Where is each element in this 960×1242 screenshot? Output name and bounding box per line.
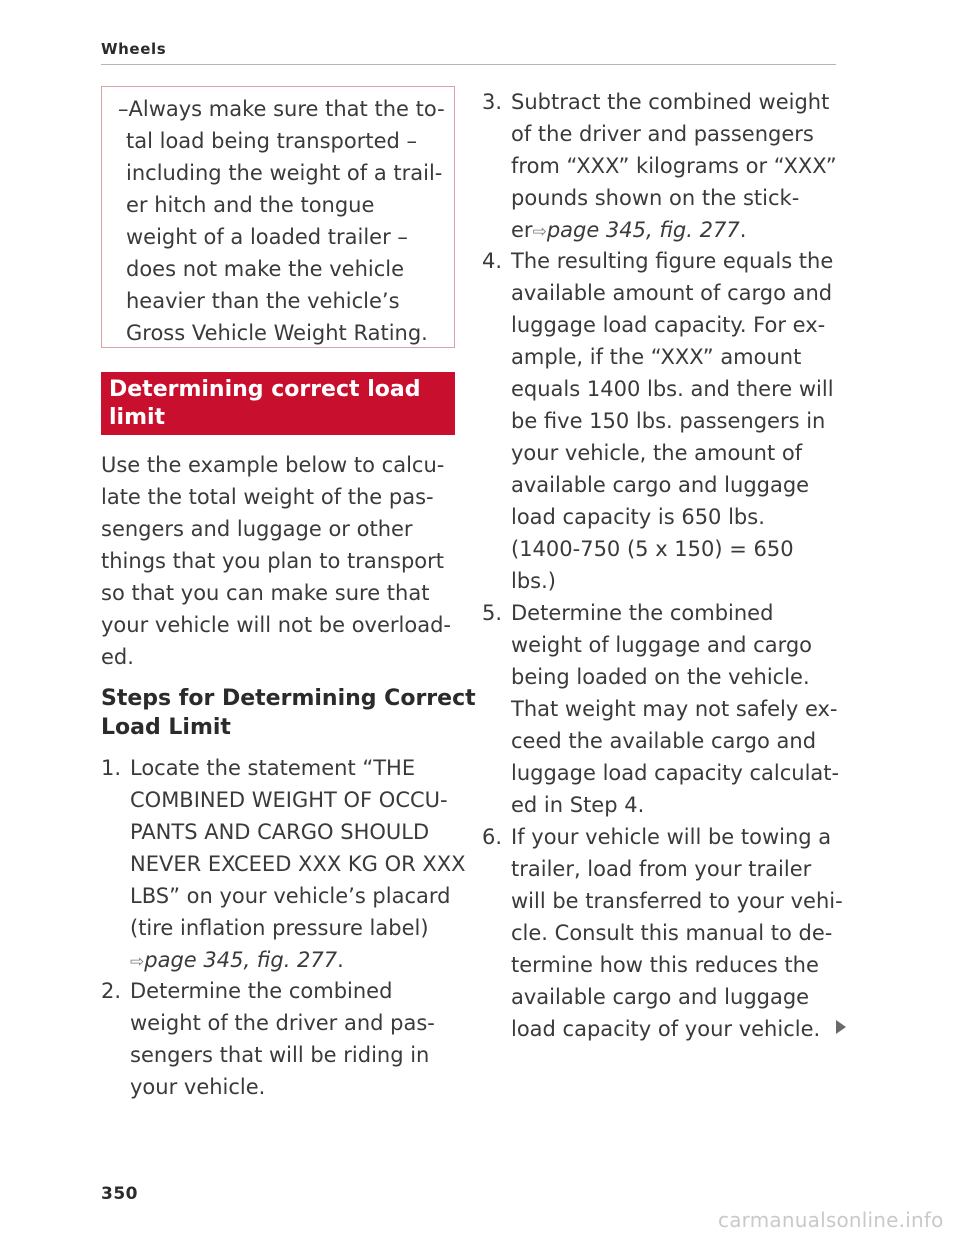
- reference-period: .: [739, 218, 747, 242]
- warning-line: er hitch and the tongue: [126, 193, 375, 217]
- intro-paragraph: [101, 449, 451, 673]
- step-line: Subtract the combined weight: [511, 90, 830, 114]
- step-number: 2.: [101, 979, 122, 1003]
- step-line: That weight may not safely ex-: [511, 697, 838, 721]
- step-line: (1400-750 (5 x 150) = 650: [511, 537, 794, 561]
- section-heading: [101, 372, 455, 435]
- steps-heading: [101, 684, 476, 742]
- step-number: 1.: [101, 756, 122, 780]
- step-line: luggage load capacity calculat-: [511, 761, 840, 785]
- step-body: [511, 597, 839, 821]
- step-item: [482, 86, 842, 251]
- step-body: [130, 975, 435, 1103]
- step-line: Determine the combined: [130, 979, 393, 1003]
- step-line: lbs.): [511, 569, 556, 593]
- reference-arrow-icon: ⇨: [130, 952, 145, 972]
- step-line: your vehicle.: [130, 1075, 266, 1099]
- continue-arrow-icon: [836, 1020, 846, 1034]
- paragraph-line: your vehicle will not be overload-: [101, 613, 451, 637]
- watermark: carmanualsonline.info: [718, 1208, 944, 1232]
- page-reference[interactable]: [511, 214, 837, 248]
- step-line: available cargo and luggage: [511, 985, 810, 1009]
- step-body: [511, 245, 834, 597]
- step-item: [101, 752, 466, 982]
- section-heading-line: Determining correct load: [109, 377, 421, 402]
- paragraph-line: things that you plan to transport: [101, 549, 445, 573]
- step-line: trailer, load from your trailer: [511, 857, 812, 881]
- step-line: Determine the combined: [511, 601, 774, 625]
- step-line: Locate the statement “THE: [130, 756, 416, 780]
- step-number: 4.: [482, 249, 503, 273]
- step-item: [482, 245, 842, 600]
- step-line: pounds shown on the stick-: [511, 186, 800, 210]
- step-line: cle. Consult this manual to de-: [511, 921, 833, 945]
- step-line: load capacity is 650 lbs.: [511, 505, 765, 529]
- step-line: weight of the driver and pas-: [130, 1011, 435, 1035]
- step-line: NEVER EXCEED XXX KG OR XXX: [130, 852, 466, 876]
- warning-line: including the weight of a trail-: [126, 161, 443, 185]
- step-line: ed in Step 4.: [511, 793, 645, 817]
- page-reference[interactable]: [130, 944, 466, 978]
- warning-line: weight of a loaded trailer –: [126, 225, 408, 249]
- warning-box: [101, 86, 455, 348]
- step-item: [101, 975, 461, 1105]
- step-line: weight of luggage and cargo: [511, 633, 813, 657]
- warning-line: –Always make sure that the to-: [118, 97, 445, 121]
- paragraph-line: Use the example below to calcu-: [101, 453, 445, 477]
- step-number: 5.: [482, 601, 503, 625]
- step-line: termine how this reduces the: [511, 953, 819, 977]
- step-line: luggage load capacity. For ex-: [511, 313, 826, 337]
- step-line: LBS” on your vehicle’s placard: [130, 884, 451, 908]
- step-line: will be transferred to your vehi-: [511, 889, 843, 913]
- warning-line: tal load being transported –: [126, 129, 418, 153]
- steps-heading-line: Steps for Determining Correct: [101, 686, 476, 711]
- paragraph-line: late the total weight of the pas-: [101, 485, 434, 509]
- step-item: [482, 597, 842, 827]
- step-line: from “XXX” kilograms or “XXX”: [511, 154, 837, 178]
- step-line: If your vehicle will be towing a: [511, 825, 832, 849]
- reference-link[interactable]: page 345, fig. 277: [546, 218, 740, 242]
- step-line: of the driver and passengers: [511, 122, 814, 146]
- reference-arrow-icon: ⇨: [532, 222, 547, 242]
- step-line: available amount of cargo and: [511, 281, 833, 305]
- step-body: [130, 752, 466, 978]
- header-divider: [101, 64, 836, 65]
- step-line: sengers that will be riding in: [130, 1043, 430, 1067]
- page-number: 350: [101, 1184, 138, 1204]
- step-line: load capacity of your vehicle.: [511, 1017, 821, 1041]
- step-body: [511, 821, 843, 1045]
- step-line: being loaded on the vehicle.: [511, 665, 810, 689]
- step-line: ceed the available cargo and: [511, 729, 817, 753]
- step-number: 3.: [482, 90, 503, 114]
- step-line: The resulting figure equals the: [511, 249, 834, 273]
- step-line: your vehicle, the amount of: [511, 441, 803, 465]
- page-header-title: Wheels: [101, 40, 167, 58]
- step-line: ample, if the “XXX” amount: [511, 345, 802, 369]
- step-line-prefix: er: [511, 218, 533, 242]
- warning-line: heavier than the vehicle’s: [126, 289, 400, 313]
- step-number: 6.: [482, 825, 503, 849]
- paragraph-line: sengers and luggage or other: [101, 517, 413, 541]
- steps-heading-line: Load Limit: [101, 715, 231, 740]
- paragraph-line: so that you can make sure that: [101, 581, 430, 605]
- reference-link[interactable]: page 345, fig. 277: [144, 948, 338, 972]
- warning-line: does not make the vehicle: [126, 257, 405, 281]
- step-line: COMBINED WEIGHT OF OCCU-: [130, 788, 448, 812]
- section-heading-line: limit: [109, 405, 166, 430]
- step-line: available cargo and luggage: [511, 473, 810, 497]
- step-item: [482, 821, 842, 1051]
- step-line: PANTS AND CARGO SHOULD: [130, 820, 430, 844]
- paragraph-line: ed.: [101, 645, 134, 669]
- step-line: (tire inflation pressure label): [130, 916, 429, 940]
- warning-line: Gross Vehicle Weight Rating.: [126, 321, 428, 345]
- step-line: equals 1400 lbs. and there will: [511, 377, 834, 401]
- reference-period: .: [337, 948, 344, 972]
- step-line: be five 150 lbs. passengers in: [511, 409, 826, 433]
- step-body: [511, 86, 837, 248]
